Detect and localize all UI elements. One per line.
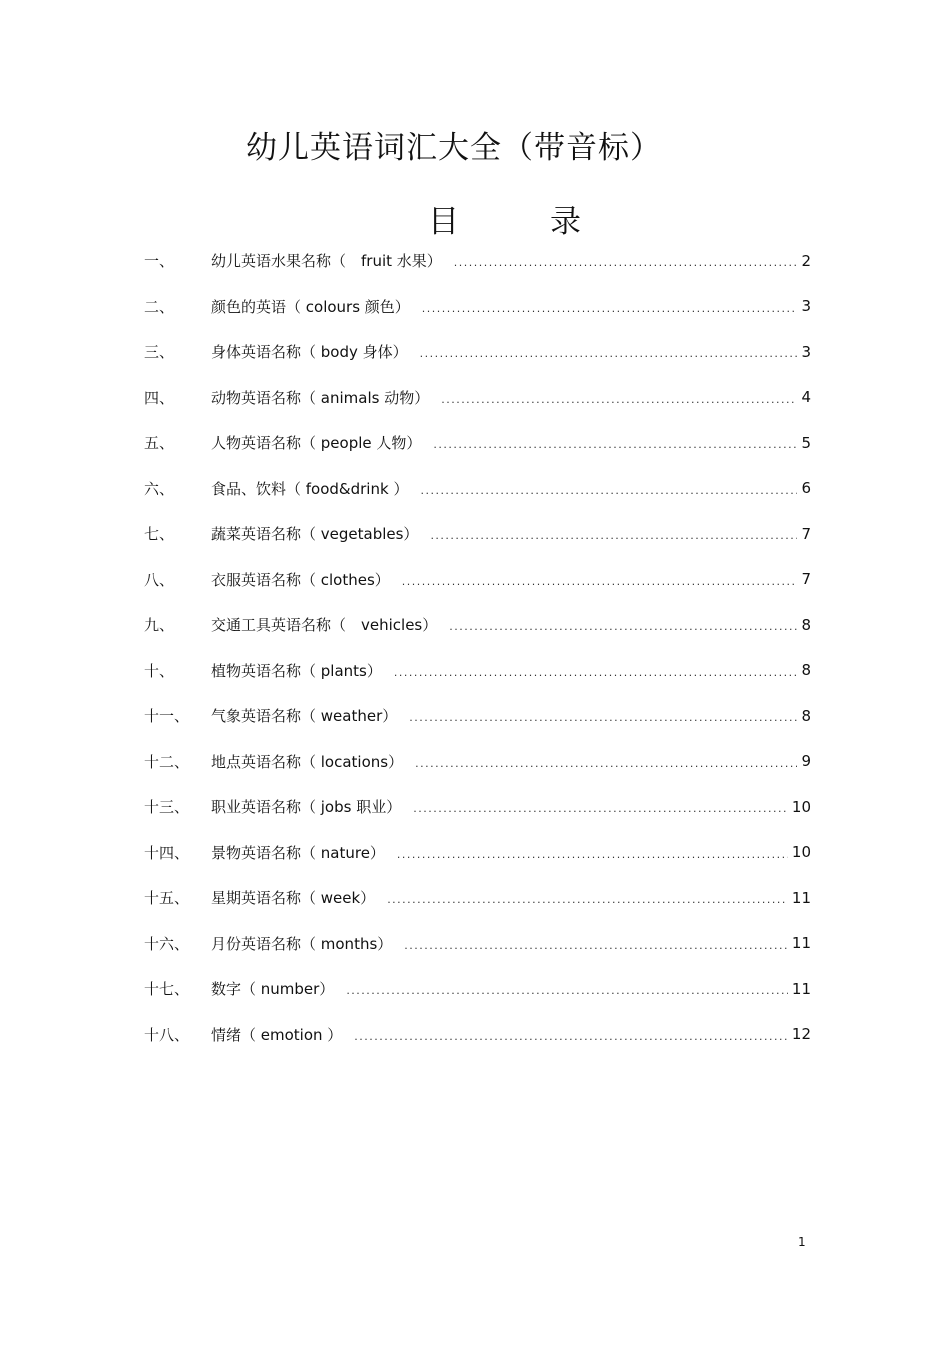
toc-entry[interactable] (144, 784, 811, 830)
dot-leader (397, 849, 788, 860)
toc-entry-label: 情绪（ emotion ） (211, 1025, 343, 1044)
toc-entry[interactable] (144, 602, 811, 648)
dot-leader (454, 257, 798, 268)
toc-entry-label: 植物英语名称（ plants） (211, 661, 382, 680)
toc-entry-page: 11 (791, 979, 811, 998)
dot-leader (394, 667, 798, 678)
toc-entry-number: 十一、 (144, 707, 190, 726)
toc-entry-page: 6 (801, 479, 811, 498)
toc-entry[interactable] (144, 693, 811, 739)
toc-entry-page: 2 (801, 251, 811, 270)
dot-leader (413, 803, 788, 814)
toc-entry[interactable] (144, 648, 811, 694)
toc-entry[interactable] (144, 284, 811, 330)
toc-entry-label: 蔬菜英语名称（ vegetables） (211, 525, 419, 544)
toc-entry-number: 七、 (144, 525, 175, 544)
toc-entry-number: 十三、 (144, 798, 190, 817)
toc-entry[interactable] (144, 1012, 811, 1058)
dot-leader (420, 485, 797, 496)
toc-entry-page: 3 (801, 342, 811, 361)
toc-entry[interactable] (144, 830, 811, 876)
toc-entry[interactable] (144, 375, 811, 421)
dot-leader (387, 894, 788, 905)
dot-leader (409, 712, 797, 723)
dot-leader (449, 621, 797, 632)
toc-entry-label: 食品、饮料（ food&drink ） (211, 479, 409, 498)
toc-entry-label: 数字（ number） (211, 980, 335, 999)
toc-entry-number: 二、 (144, 297, 175, 316)
toc-entry-number: 十四、 (144, 843, 190, 862)
toc-entry-label: 气象英语名称（ weather） (211, 707, 398, 726)
toc-entry[interactable] (144, 329, 811, 375)
toc-entry-label: 景物英语名称（ nature） (211, 843, 385, 862)
toc-entry-page: 10 (791, 843, 811, 862)
toc-entry[interactable] (144, 739, 811, 785)
toc-entry-page: 12 (791, 1025, 811, 1044)
dot-leader (433, 439, 797, 450)
toc-entry-label: 幼儿英语水果名称（ fruit 水果） (211, 252, 442, 271)
toc-entry-number: 十二、 (144, 752, 190, 771)
toc-entry-page: 8 (801, 706, 811, 725)
dot-leader (415, 758, 797, 769)
toc-entry-label: 衣服英语名称（ clothes） (211, 570, 390, 589)
toc-entry-label: 动物英语名称（ animals 动物） (211, 388, 430, 407)
dot-leader (420, 348, 798, 359)
toc-entry[interactable] (144, 466, 811, 512)
toc-entry-page: 10 (791, 797, 811, 816)
toc-entry-page: 4 (801, 388, 811, 407)
toc-entry-page: 11 (791, 934, 811, 953)
toc-entry-page: 7 (801, 570, 811, 589)
dot-leader (404, 940, 788, 951)
toc-entry-page: 8 (801, 661, 811, 680)
toc-entry-number: 十六、 (144, 934, 190, 953)
toc-entry[interactable] (144, 557, 811, 603)
toc-entry-number: 三、 (144, 343, 175, 362)
toc-entry-label: 地点英语名称（ locations） (211, 752, 404, 771)
dot-leader (422, 303, 798, 314)
toc-entry-page: 9 (801, 752, 811, 771)
dot-leader (430, 530, 797, 541)
toc-entry-page: 3 (801, 297, 811, 316)
toc-entry[interactable] (144, 921, 811, 967)
toc-entry[interactable] (144, 238, 811, 284)
toc-entry[interactable] (144, 875, 811, 921)
toc-entry-label: 职业英语名称（ jobs 职业） (211, 798, 402, 817)
toc-heading: 目 录 (428, 204, 611, 240)
toc-entry-number: 十五、 (144, 889, 190, 908)
toc-entry-page: 11 (791, 888, 811, 907)
toc-entry-number: 六、 (144, 479, 175, 498)
toc-entry-page: 5 (801, 433, 811, 452)
toc-entry-page: 8 (801, 615, 811, 634)
dot-leader (346, 985, 788, 996)
dot-leader (354, 1031, 788, 1042)
toc-entry-number: 十八、 (144, 1025, 190, 1044)
toc-entry-number: 十七、 (144, 980, 190, 999)
toc-entry-page: 7 (801, 524, 811, 543)
toc-entry[interactable] (144, 420, 811, 466)
toc-entry-number: 九、 (144, 616, 175, 635)
toc-entry-label: 身体英语名称（ body 身体） (211, 343, 408, 362)
dot-leader (441, 394, 797, 405)
toc-entry[interactable] (144, 966, 811, 1012)
toc-entry-label: 交通工具英语名称（ vehicles） (211, 616, 438, 635)
toc-entry-number: 一、 (144, 252, 175, 271)
toc-entry-number: 五、 (144, 434, 175, 453)
toc-entry-label: 颜色的英语（ colours 颜色） (211, 297, 410, 316)
table-of-contents (144, 238, 811, 1057)
toc-entry[interactable] (144, 511, 811, 557)
document-title: 幼儿英语词汇大全（带音标） (246, 130, 662, 166)
toc-entry-number: 八、 (144, 570, 175, 589)
toc-entry-number: 四、 (144, 388, 175, 407)
dot-leader (402, 576, 798, 587)
toc-entry-label: 月份英语名称（ months） (211, 934, 393, 953)
toc-entry-number: 十、 (144, 661, 175, 680)
toc-entry-label: 星期英语名称（ week） (211, 889, 376, 908)
toc-entry-label: 人物英语名称（ people 人物） (211, 434, 422, 453)
page-number: 1 (798, 1235, 806, 1249)
